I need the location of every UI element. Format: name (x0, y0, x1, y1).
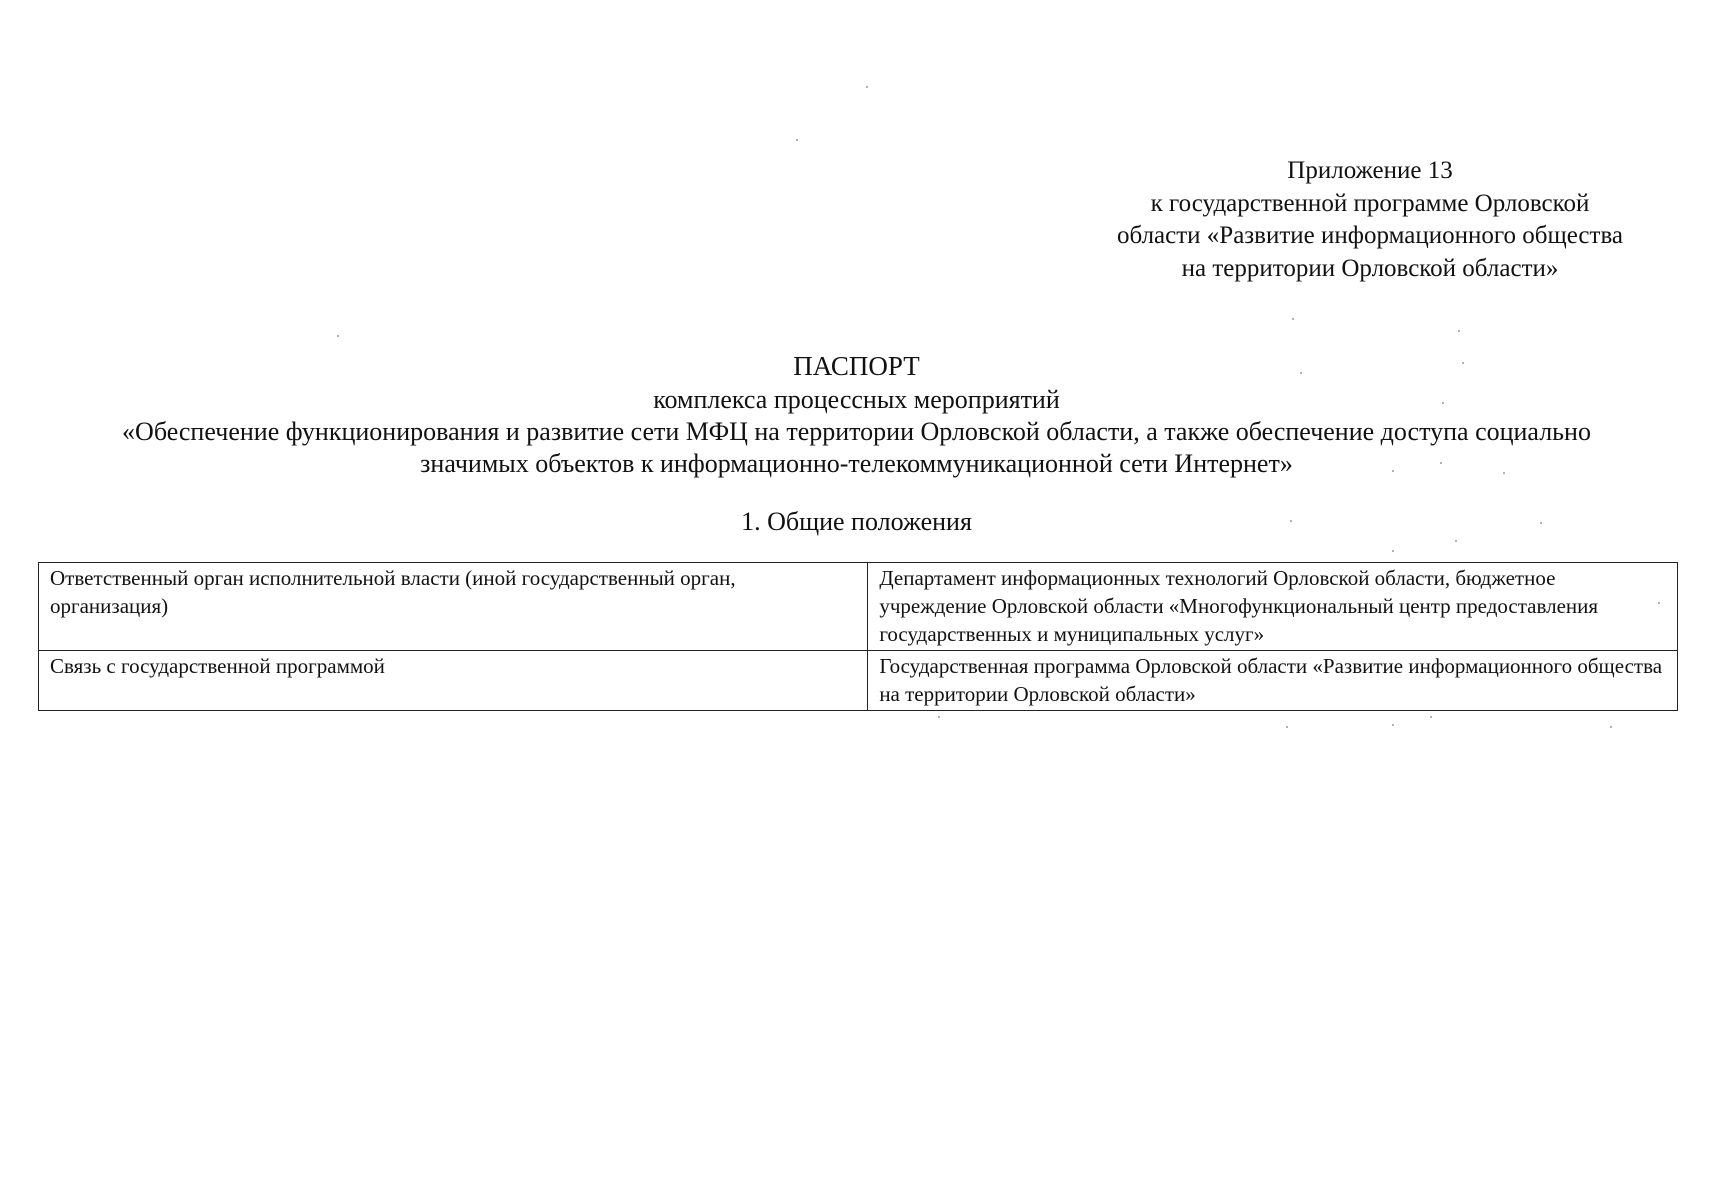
scan-speck (1503, 472, 1505, 474)
scan-speck (1658, 602, 1660, 604)
appendix-block (1070, 155, 1670, 285)
passport-subtitle: комплекса процессных мероприятий (653, 385, 1060, 414)
table-cell-label: Ответственный орган исполнительной власти (иной государственный орган, организация) (39, 563, 868, 651)
scan-speck (1455, 540, 1457, 542)
appendix-line: области «Развитие информационного общества (1116, 222, 1624, 249)
table-row (39, 651, 1678, 711)
table-cell-label: Связь с государственной программой (39, 651, 868, 711)
scan-speck (1300, 372, 1302, 374)
section-title: 1. Общие положения (741, 507, 972, 536)
scan-speck (1610, 726, 1612, 728)
passport-heading: ПАСПОРТ (793, 351, 920, 381)
passport-title-line: «Обеспечение функционирования и развитие сети МФЦ на территории Орловской области, а также обеспечение доступа социально (122, 417, 1591, 446)
scan-speck (1440, 462, 1442, 464)
passport-title-block (0, 348, 1713, 480)
general-provisions-table (38, 562, 1678, 711)
scan-speck (1540, 522, 1542, 524)
appendix-line: к государственной программе Орловской (1150, 189, 1590, 217)
passport-title-line: значимых объектов к информационно-телекоммуникационной сети Интернет» (420, 449, 1293, 478)
appendix-line: Приложение 13 (1287, 157, 1453, 184)
scan-speck (1462, 362, 1464, 364)
scan-speck (1292, 318, 1294, 320)
scan-speck (1392, 724, 1394, 726)
scan-speck (1458, 330, 1460, 332)
appendix-line: на территории Орловской области» (1181, 254, 1559, 282)
scan-speck (1392, 550, 1394, 552)
table-cell-value: Департамент информационных технологий Орловской области, бюджетное учреждение Орловской области «Многофункциональный центр предоставления государственных и муниципальных услуг» (868, 563, 1678, 651)
scan-speck (337, 335, 339, 337)
scan-speck (796, 139, 798, 141)
table-row (39, 563, 1678, 651)
scan-speck (1430, 716, 1432, 718)
scan-speck (866, 86, 868, 88)
table-cell-value: Государственная программа Орловской области «Развитие информационного общества на территории Орловской области» (868, 651, 1678, 711)
scan-speck (1290, 520, 1292, 522)
scan-speck (1286, 726, 1288, 728)
scan-speck (938, 716, 940, 718)
scan-speck (1442, 402, 1444, 404)
scan-speck (1392, 470, 1394, 472)
